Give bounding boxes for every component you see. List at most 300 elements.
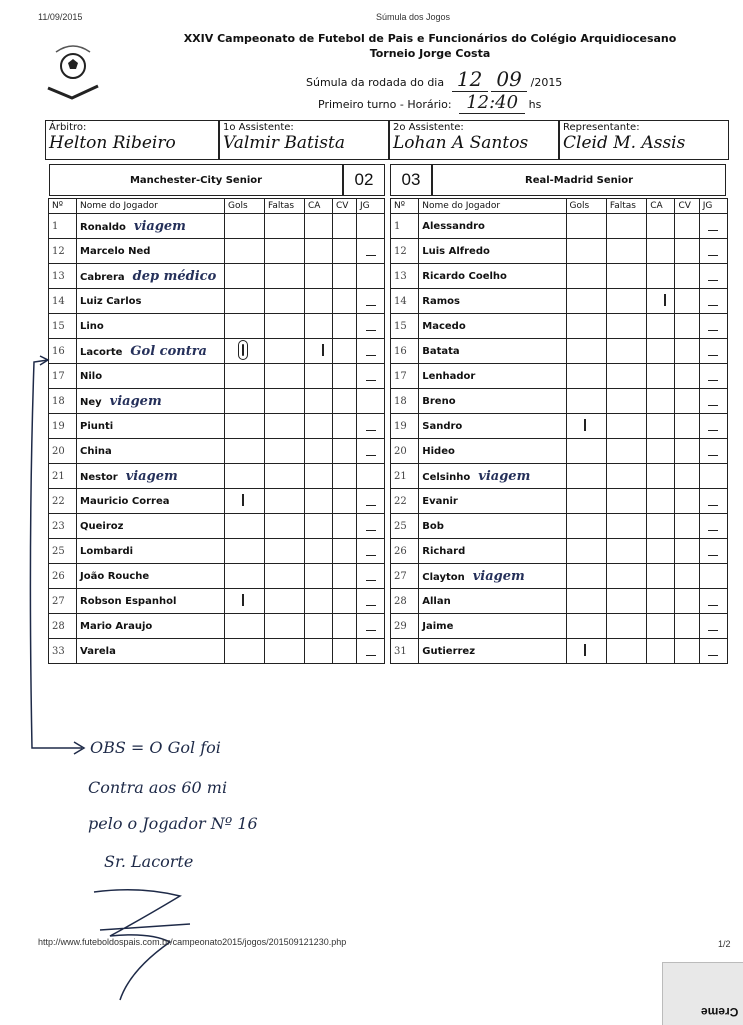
player-name — [77, 289, 225, 314]
goals-cell — [225, 264, 265, 289]
player-name-text: Queiroz — [80, 520, 124, 532]
played-cell — [357, 464, 385, 489]
red-card-cell — [333, 464, 357, 489]
fouls-cell — [265, 339, 305, 364]
col-player-name: Nome do Jogador — [77, 199, 225, 214]
player-number: 21 — [49, 464, 77, 489]
yellow-card-cell — [647, 264, 675, 289]
player-row — [49, 289, 385, 314]
goals-cell — [225, 439, 265, 464]
player-name — [77, 264, 225, 289]
goals-cell — [225, 339, 265, 364]
player-number: 26 — [391, 539, 419, 564]
player-number: 31 — [391, 639, 419, 664]
red-card-cell — [675, 239, 699, 264]
player-number: 13 — [49, 264, 77, 289]
player-name — [419, 239, 566, 264]
player-name-text: Breno — [422, 395, 456, 407]
player-number: 17 — [391, 364, 419, 389]
yellow-card-cell — [647, 639, 675, 664]
player-number: 15 — [49, 314, 77, 339]
fouls-cell — [265, 639, 305, 664]
goals-cell — [566, 439, 606, 464]
goals-cell — [566, 389, 606, 414]
player-handwritten-note: viagem — [472, 568, 525, 584]
goals-cell — [225, 314, 265, 339]
goals-cell — [566, 364, 606, 389]
player-name-text: Piunti — [80, 420, 114, 432]
player-number: 27 — [49, 589, 77, 614]
player-name-text: Ney — [80, 396, 102, 408]
played-cell — [699, 439, 727, 464]
goals-cell — [566, 314, 606, 339]
goals-cell — [566, 239, 606, 264]
turn-line — [318, 92, 541, 114]
player-name-text: Mauricio Correa — [80, 495, 170, 507]
red-card-cell — [333, 289, 357, 314]
tournament-logo-icon — [42, 38, 104, 100]
fouls-cell — [265, 564, 305, 589]
player-number: 16 — [49, 339, 77, 364]
player-name — [419, 564, 566, 589]
played-cell — [357, 414, 385, 439]
red-card-cell — [333, 339, 357, 364]
col-number: Nº — [49, 199, 77, 214]
tally-mark-icon — [242, 344, 244, 356]
played-cell — [357, 589, 385, 614]
player-number: 19 — [391, 414, 419, 439]
player-row — [391, 364, 728, 389]
player-name-text: Cabrera — [80, 271, 125, 283]
red-card-cell — [333, 264, 357, 289]
goals-cell — [225, 239, 265, 264]
red-card-cell — [333, 439, 357, 464]
red-card-cell — [675, 264, 699, 289]
goals-cell — [225, 289, 265, 314]
fouls-cell — [606, 489, 646, 514]
away-table-header — [391, 199, 728, 214]
player-number: 33 — [49, 639, 77, 664]
goals-cell — [225, 389, 265, 414]
player-name — [77, 239, 225, 264]
red-card-cell — [333, 539, 357, 564]
player-row — [49, 264, 385, 289]
red-card-cell — [675, 614, 699, 639]
fouls-cell — [265, 389, 305, 414]
round-year: /2015 — [530, 76, 563, 89]
goals-cell — [225, 214, 265, 239]
yellow-card-cell — [305, 564, 333, 589]
player-row — [391, 514, 728, 539]
col-goals: Gols — [566, 199, 606, 214]
representative-box — [559, 120, 729, 160]
player-number: 15 — [391, 314, 419, 339]
red-card-cell — [675, 514, 699, 539]
home-table-header — [49, 199, 385, 214]
red-card-cell — [675, 589, 699, 614]
player-name-text: Alessandro — [422, 220, 485, 232]
yellow-card-cell — [647, 489, 675, 514]
red-card-cell — [675, 314, 699, 339]
played-cell — [699, 414, 727, 439]
red-card-cell — [675, 414, 699, 439]
print-header: Súmula dos Jogos — [376, 12, 451, 22]
fouls-cell — [265, 264, 305, 289]
col-fouls: Faltas — [606, 199, 646, 214]
player-number: 21 — [391, 464, 419, 489]
player-name-text: Robson Espanhol — [80, 595, 177, 607]
fouls-cell — [606, 564, 646, 589]
red-card-cell — [333, 639, 357, 664]
player-handwritten-note: dep médico — [132, 268, 217, 284]
player-name — [419, 314, 566, 339]
red-card-cell — [333, 364, 357, 389]
goals-cell — [225, 364, 265, 389]
assistant2-box — [389, 120, 559, 160]
yellow-card-cell — [305, 639, 333, 664]
goals-cell — [225, 464, 265, 489]
yellow-card-cell — [647, 389, 675, 414]
red-card-cell — [333, 614, 357, 639]
goals-cell — [566, 414, 606, 439]
played-cell — [699, 214, 727, 239]
player-name-text: Ricardo Coelho — [422, 270, 507, 282]
red-card-cell — [675, 214, 699, 239]
yellow-card-cell — [647, 214, 675, 239]
fouls-cell — [265, 214, 305, 239]
turn-label: Primeiro turno - Horário: — [318, 98, 452, 111]
player-name-text: Nestor — [80, 471, 118, 483]
played-cell — [699, 314, 727, 339]
red-card-cell — [675, 464, 699, 489]
away-team-name: Real-Madrid Senior — [432, 164, 726, 196]
goals-cell — [566, 539, 606, 564]
yellow-card-cell — [305, 464, 333, 489]
player-handwritten-note: viagem — [478, 468, 531, 484]
player-name — [419, 414, 566, 439]
player-name — [419, 264, 566, 289]
fouls-cell — [606, 314, 646, 339]
player-row — [391, 339, 728, 364]
yellow-card-cell — [647, 364, 675, 389]
played-cell — [699, 339, 727, 364]
goals-cell — [566, 339, 606, 364]
player-handwritten-note: viagem — [125, 468, 178, 484]
tally-mark-icon — [242, 494, 244, 506]
player-name-text: Macedo — [422, 320, 466, 332]
player-name-text: Hideo — [422, 445, 455, 457]
played-cell — [699, 289, 727, 314]
player-row — [49, 214, 385, 239]
player-name-text: Sandro — [422, 420, 463, 432]
away-score: 03 — [390, 164, 432, 196]
played-cell — [357, 514, 385, 539]
player-name — [419, 514, 566, 539]
player-name — [419, 639, 566, 664]
fouls-cell — [606, 514, 646, 539]
player-number: 18 — [391, 389, 419, 414]
col-player-name: Nome do Jogador — [419, 199, 566, 214]
player-row — [49, 239, 385, 264]
col-number: Nº — [391, 199, 419, 214]
player-name-text: Allan — [422, 595, 451, 607]
col-fouls: Faltas — [265, 199, 305, 214]
player-name-text: Ramos — [422, 295, 460, 307]
corner-label: Creme — [700, 1005, 738, 1019]
player-name-text: Clayton — [422, 571, 465, 583]
played-cell — [357, 564, 385, 589]
player-name — [419, 389, 566, 414]
red-card-cell — [675, 539, 699, 564]
player-row — [391, 614, 728, 639]
fouls-cell — [265, 614, 305, 639]
player-name — [419, 539, 566, 564]
yellow-card-cell — [305, 289, 333, 314]
player-row — [49, 314, 385, 339]
player-name-text: Evanir — [422, 495, 458, 507]
played-cell — [357, 439, 385, 464]
player-name-text: Jaime — [422, 620, 454, 632]
referee-box — [45, 120, 219, 160]
played-cell — [699, 514, 727, 539]
obs-line-1: OBS = O Gol foi — [90, 738, 221, 757]
yellow-card-cell — [305, 589, 333, 614]
red-card-cell — [675, 639, 699, 664]
player-name — [419, 364, 566, 389]
player-name-text: Lombardi — [80, 545, 134, 557]
player-number: 20 — [49, 439, 77, 464]
played-cell — [699, 389, 727, 414]
player-number: 13 — [391, 264, 419, 289]
player-name — [419, 614, 566, 639]
played-cell — [699, 464, 727, 489]
fouls-cell — [265, 439, 305, 464]
goals-cell — [566, 639, 606, 664]
player-name — [419, 439, 566, 464]
played-cell — [699, 539, 727, 564]
red-card-cell — [675, 389, 699, 414]
player-name-text: China — [80, 445, 112, 457]
player-number: 1 — [49, 214, 77, 239]
red-card-cell — [333, 414, 357, 439]
yellow-card-cell — [647, 414, 675, 439]
goals-cell — [566, 489, 606, 514]
yellow-card-cell — [305, 614, 333, 639]
yellow-card-cell — [305, 239, 333, 264]
yellow-card-cell — [305, 514, 333, 539]
championship-title: XXIV Campeonato de Futebol de Pais e Funcionários do Colégio Arquidiocesano — [183, 32, 677, 45]
goals-cell — [566, 514, 606, 539]
player-row — [391, 489, 728, 514]
tally-mark-icon — [664, 294, 666, 306]
yellow-card-cell — [305, 414, 333, 439]
player-name-text: João Rouche — [80, 570, 150, 582]
player-name — [419, 214, 566, 239]
referee-label: Árbitro: — [49, 122, 87, 133]
played-cell — [699, 364, 727, 389]
fouls-cell — [606, 214, 646, 239]
assistant2-label: 2o Assistente: — [393, 122, 464, 133]
yellow-card-cell — [305, 339, 333, 364]
player-row — [391, 639, 728, 664]
player-number: 16 — [391, 339, 419, 364]
player-name-text: Lenhador — [422, 370, 476, 382]
yellow-card-cell — [647, 514, 675, 539]
player-name — [77, 314, 225, 339]
fouls-cell — [606, 414, 646, 439]
yellow-card-cell — [305, 439, 333, 464]
played-cell — [357, 239, 385, 264]
fouls-cell — [606, 339, 646, 364]
player-name-text: Nilo — [80, 370, 103, 382]
player-name-text: Batata — [422, 345, 460, 357]
played-cell — [357, 389, 385, 414]
assistant2-name: Lohan A Santos — [393, 133, 529, 153]
yellow-card-cell — [305, 389, 333, 414]
player-name-text: Mario Araujo — [80, 620, 153, 632]
home-score: 02 — [343, 164, 385, 196]
player-name-text: Lino — [80, 320, 104, 332]
player-number: 19 — [49, 414, 77, 439]
played-cell — [357, 214, 385, 239]
col-yellow-card: CA — [647, 199, 675, 214]
yellow-card-cell — [305, 264, 333, 289]
annotation-arrow-icon — [10, 340, 130, 760]
player-row — [391, 264, 728, 289]
player-name-text: Gutierrez — [422, 645, 476, 657]
representative-name: Cleid M. Assis — [563, 133, 686, 153]
played-cell — [699, 564, 727, 589]
player-number: 28 — [49, 614, 77, 639]
player-row — [391, 214, 728, 239]
print-date: 11/09/2015 — [38, 12, 83, 22]
player-row — [391, 414, 728, 439]
player-number: 22 — [49, 489, 77, 514]
fouls-cell — [606, 264, 646, 289]
player-name-text: Marcelo Ned — [80, 245, 151, 257]
played-cell — [357, 264, 385, 289]
player-name-text: Luis Alfredo — [422, 245, 490, 257]
obs-line-3: pelo o Jogador Nº 16 — [88, 814, 258, 833]
played-cell — [357, 289, 385, 314]
col-goals: Gols — [225, 199, 265, 214]
goals-cell — [225, 639, 265, 664]
player-number: 27 — [391, 564, 419, 589]
fouls-cell — [265, 589, 305, 614]
fouls-cell — [606, 289, 646, 314]
red-card-cell — [675, 489, 699, 514]
fouls-cell — [606, 239, 646, 264]
played-cell — [699, 489, 727, 514]
player-number: 17 — [49, 364, 77, 389]
player-number: 12 — [391, 239, 419, 264]
player-row — [391, 464, 728, 489]
goals-cell — [225, 514, 265, 539]
played-cell — [357, 489, 385, 514]
fouls-cell — [606, 389, 646, 414]
fouls-cell — [265, 414, 305, 439]
player-row — [391, 239, 728, 264]
player-name-text: Lacorte — [80, 346, 123, 358]
goals-cell — [566, 289, 606, 314]
played-cell — [357, 639, 385, 664]
fouls-cell — [606, 639, 646, 664]
red-card-cell — [333, 514, 357, 539]
tally-mark-icon — [242, 594, 244, 606]
red-card-cell — [333, 239, 357, 264]
yellow-card-cell — [305, 364, 333, 389]
played-cell — [699, 589, 727, 614]
played-cell — [699, 239, 727, 264]
red-card-cell — [333, 589, 357, 614]
fouls-cell — [265, 464, 305, 489]
fouls-cell — [606, 589, 646, 614]
col-red-card: CV — [333, 199, 357, 214]
fouls-cell — [265, 314, 305, 339]
yellow-card-cell — [305, 214, 333, 239]
fouls-cell — [606, 614, 646, 639]
obs-line-2: Contra aos 60 mi — [88, 778, 228, 797]
player-name — [419, 339, 566, 364]
yellow-card-cell — [647, 439, 675, 464]
played-cell — [357, 314, 385, 339]
player-row — [391, 289, 728, 314]
away-players-table — [390, 198, 728, 664]
col-red-card: CV — [675, 199, 699, 214]
goals-cell — [566, 464, 606, 489]
player-number: 29 — [391, 614, 419, 639]
player-number: 12 — [49, 239, 77, 264]
goals-cell — [225, 589, 265, 614]
yellow-card-cell — [305, 489, 333, 514]
round-day: 12 — [452, 67, 488, 92]
red-card-cell — [675, 439, 699, 464]
player-name — [419, 464, 566, 489]
red-card-cell — [333, 489, 357, 514]
player-number: 28 — [391, 589, 419, 614]
player-number: 1 — [391, 214, 419, 239]
player-name — [419, 489, 566, 514]
goals-cell — [225, 489, 265, 514]
tally-mark-icon — [584, 644, 586, 656]
fouls-cell — [265, 364, 305, 389]
yellow-card-cell — [647, 239, 675, 264]
played-cell — [357, 539, 385, 564]
player-name — [419, 289, 566, 314]
yellow-card-cell — [647, 614, 675, 639]
tally-mark-icon — [322, 344, 324, 356]
red-card-cell — [333, 564, 357, 589]
player-row — [391, 389, 728, 414]
turn-unit: hs — [528, 98, 542, 111]
assistant1-label: 1o Assistente: — [223, 122, 294, 133]
yellow-card-cell — [647, 564, 675, 589]
fouls-cell — [606, 439, 646, 464]
player-name — [77, 214, 225, 239]
yellow-card-cell — [647, 339, 675, 364]
player-number: 23 — [49, 514, 77, 539]
yellow-card-cell — [647, 289, 675, 314]
goals-cell — [566, 564, 606, 589]
played-cell — [699, 264, 727, 289]
player-name-text: Richard — [422, 545, 466, 557]
home-team-name: Manchester-City Senior — [49, 164, 343, 196]
yellow-card-cell — [305, 539, 333, 564]
goals-cell — [566, 264, 606, 289]
yellow-card-cell — [647, 539, 675, 564]
fouls-cell — [265, 489, 305, 514]
goals-cell — [566, 614, 606, 639]
